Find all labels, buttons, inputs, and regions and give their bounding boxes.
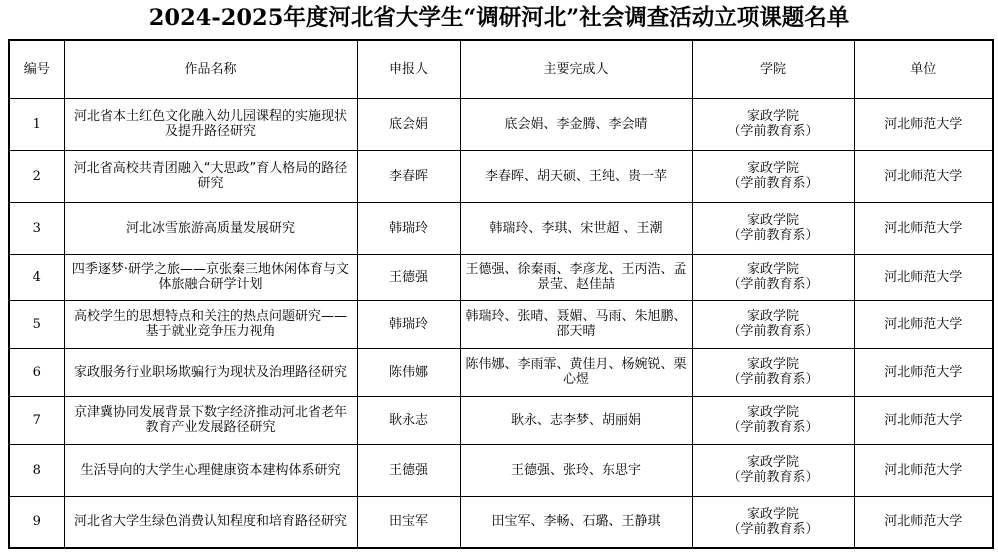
cell-unit: 河北师范大学 [854,202,993,254]
college-name: 家政学院 [746,213,799,228]
college-name: 家政学院 [746,309,799,324]
cell-applicant: 底会娟 [357,98,460,150]
cell-name: 河北省高校共青团融入“大思政”育人格局的路径研究 [64,150,357,202]
cell-members: 王德强、徐秦雨、李彦龙、王丙浩、孟景莹、赵佳喆 [460,254,692,300]
cell-name: 京津冀协同发展背景下数字经济推动河北省老年教育产业发展路径研究 [64,396,357,444]
cell-applicant: 田宝军 [357,496,460,548]
college-name: 家政学院 [746,357,799,372]
cell-name: 河北省本土红色文化融入幼儿园课程的实施现状及提升路径研究 [64,98,357,150]
cell-college [692,496,854,548]
cell-college [692,300,854,348]
cell-college [692,444,854,496]
cell-no: 9 [9,496,64,548]
cell-no: 7 [9,396,64,444]
cell-no: 1 [9,98,64,150]
cell-unit: 河北师范大学 [854,300,993,348]
cell-name: 河北冰雪旅游高质量发展研究 [64,202,357,254]
college-department: （学前教育系） [727,228,819,243]
cell-no: 8 [9,444,64,496]
cell-unit: 河北师范大学 [854,348,993,396]
cell-no: 6 [9,348,64,396]
college-name: 家政学院 [746,109,799,124]
college-name: 家政学院 [746,506,799,522]
cell-college [692,202,854,254]
cell-unit: 河北师范大学 [854,98,993,150]
project-list-table [8,39,994,549]
cell-name: 河北省大学生绿色消费认知程度和培育路径研究 [64,496,357,548]
cell-name: 高校学生的思想特点和关注的热点问题研究——基于就业竞争压力视角 [64,300,357,348]
cell-no: 3 [9,202,64,254]
cell-members: 李春晖、胡天硕、王纯、贵一苹 [460,150,692,202]
cell-unit: 河北师范大学 [854,496,993,548]
cell-members: 韩瑞玲、张晴、聂媚、马雨、朱旭鹏、邵天晴 [460,300,692,348]
college-department: （学前教育系） [727,470,819,485]
cell-unit: 河北师范大学 [854,396,993,444]
table-row [9,496,993,548]
cell-members: 底会娟、李金腾、李会晴 [460,98,692,150]
table-row [9,254,993,300]
college-department: （学前教育系） [727,277,819,292]
college-name: 家政学院 [746,262,799,277]
cell-applicant: 韩瑞玲 [357,202,460,254]
cell-no: 4 [9,254,64,300]
college-department: （学前教育系） [727,124,819,139]
cell-members: 耿永、志李梦、胡丽娟 [460,396,692,444]
table-row [9,396,993,444]
cell-name: 四季逐梦·研学之旅——京张秦三地休闲体育与文体旅融合研学计划 [64,254,357,300]
table-row [9,348,993,396]
college-department: （学前教育系） [727,521,819,537]
cell-members: 王德强、张玲、东思宇 [460,444,692,496]
cell-applicant: 韩瑞玲 [357,300,460,348]
college-name: 家政学院 [746,161,799,176]
cell-no: 2 [9,150,64,202]
table-row [9,98,993,150]
table-row [9,444,993,496]
header-unit: 单位 [854,40,993,98]
table-row [9,202,993,254]
cell-college [692,348,854,396]
cell-applicant: 耿永志 [357,396,460,444]
cell-applicant: 王德强 [357,254,460,300]
cell-applicant: 王德强 [357,444,460,496]
cell-college [692,98,854,150]
college-department: （学前教育系） [727,420,819,435]
cell-name: 家政服务行业职场欺骗行为现状及治理路径研究 [64,348,357,396]
header-no: 编号 [9,40,64,98]
table-row [9,150,993,202]
cell-no: 5 [9,300,64,348]
cell-applicant: 陈伟娜 [357,348,460,396]
cell-unit: 河北师范大学 [854,150,993,202]
cell-college [692,254,854,300]
table-row [9,300,993,348]
cell-name: 生活导向的大学生心理健康资本建构体系研究 [64,444,357,496]
cell-members: 韩瑞玲、李琪、宋世超 、王潮 [460,202,692,254]
cell-applicant: 李春晖 [357,150,460,202]
cell-college [692,150,854,202]
table-header-row [9,40,993,98]
college-name: 家政学院 [746,455,799,470]
college-department: （学前教育系） [727,372,819,387]
cell-unit: 河北师范大学 [854,444,993,496]
header-applicant: 申报人 [357,40,460,98]
college-department: （学前教育系） [727,324,819,339]
header-college: 学院 [692,40,854,98]
header-name: 作品名称 [64,40,357,98]
college-name: 家政学院 [746,405,799,420]
cell-members: 陈伟娜、李雨霏、黄佳月、杨婉锐、栗心煜 [460,348,692,396]
cell-college [692,396,854,444]
document-title: 2024-2025年度河北省大学生“调研河北”社会调查活动立项课题名单 [148,5,850,31]
cell-members: 田宝军、李畅、石璐、王静琪 [460,496,692,548]
college-department: （学前教育系） [727,176,819,191]
cell-unit: 河北师范大学 [854,254,993,300]
header-members: 主要完成人 [460,40,692,98]
